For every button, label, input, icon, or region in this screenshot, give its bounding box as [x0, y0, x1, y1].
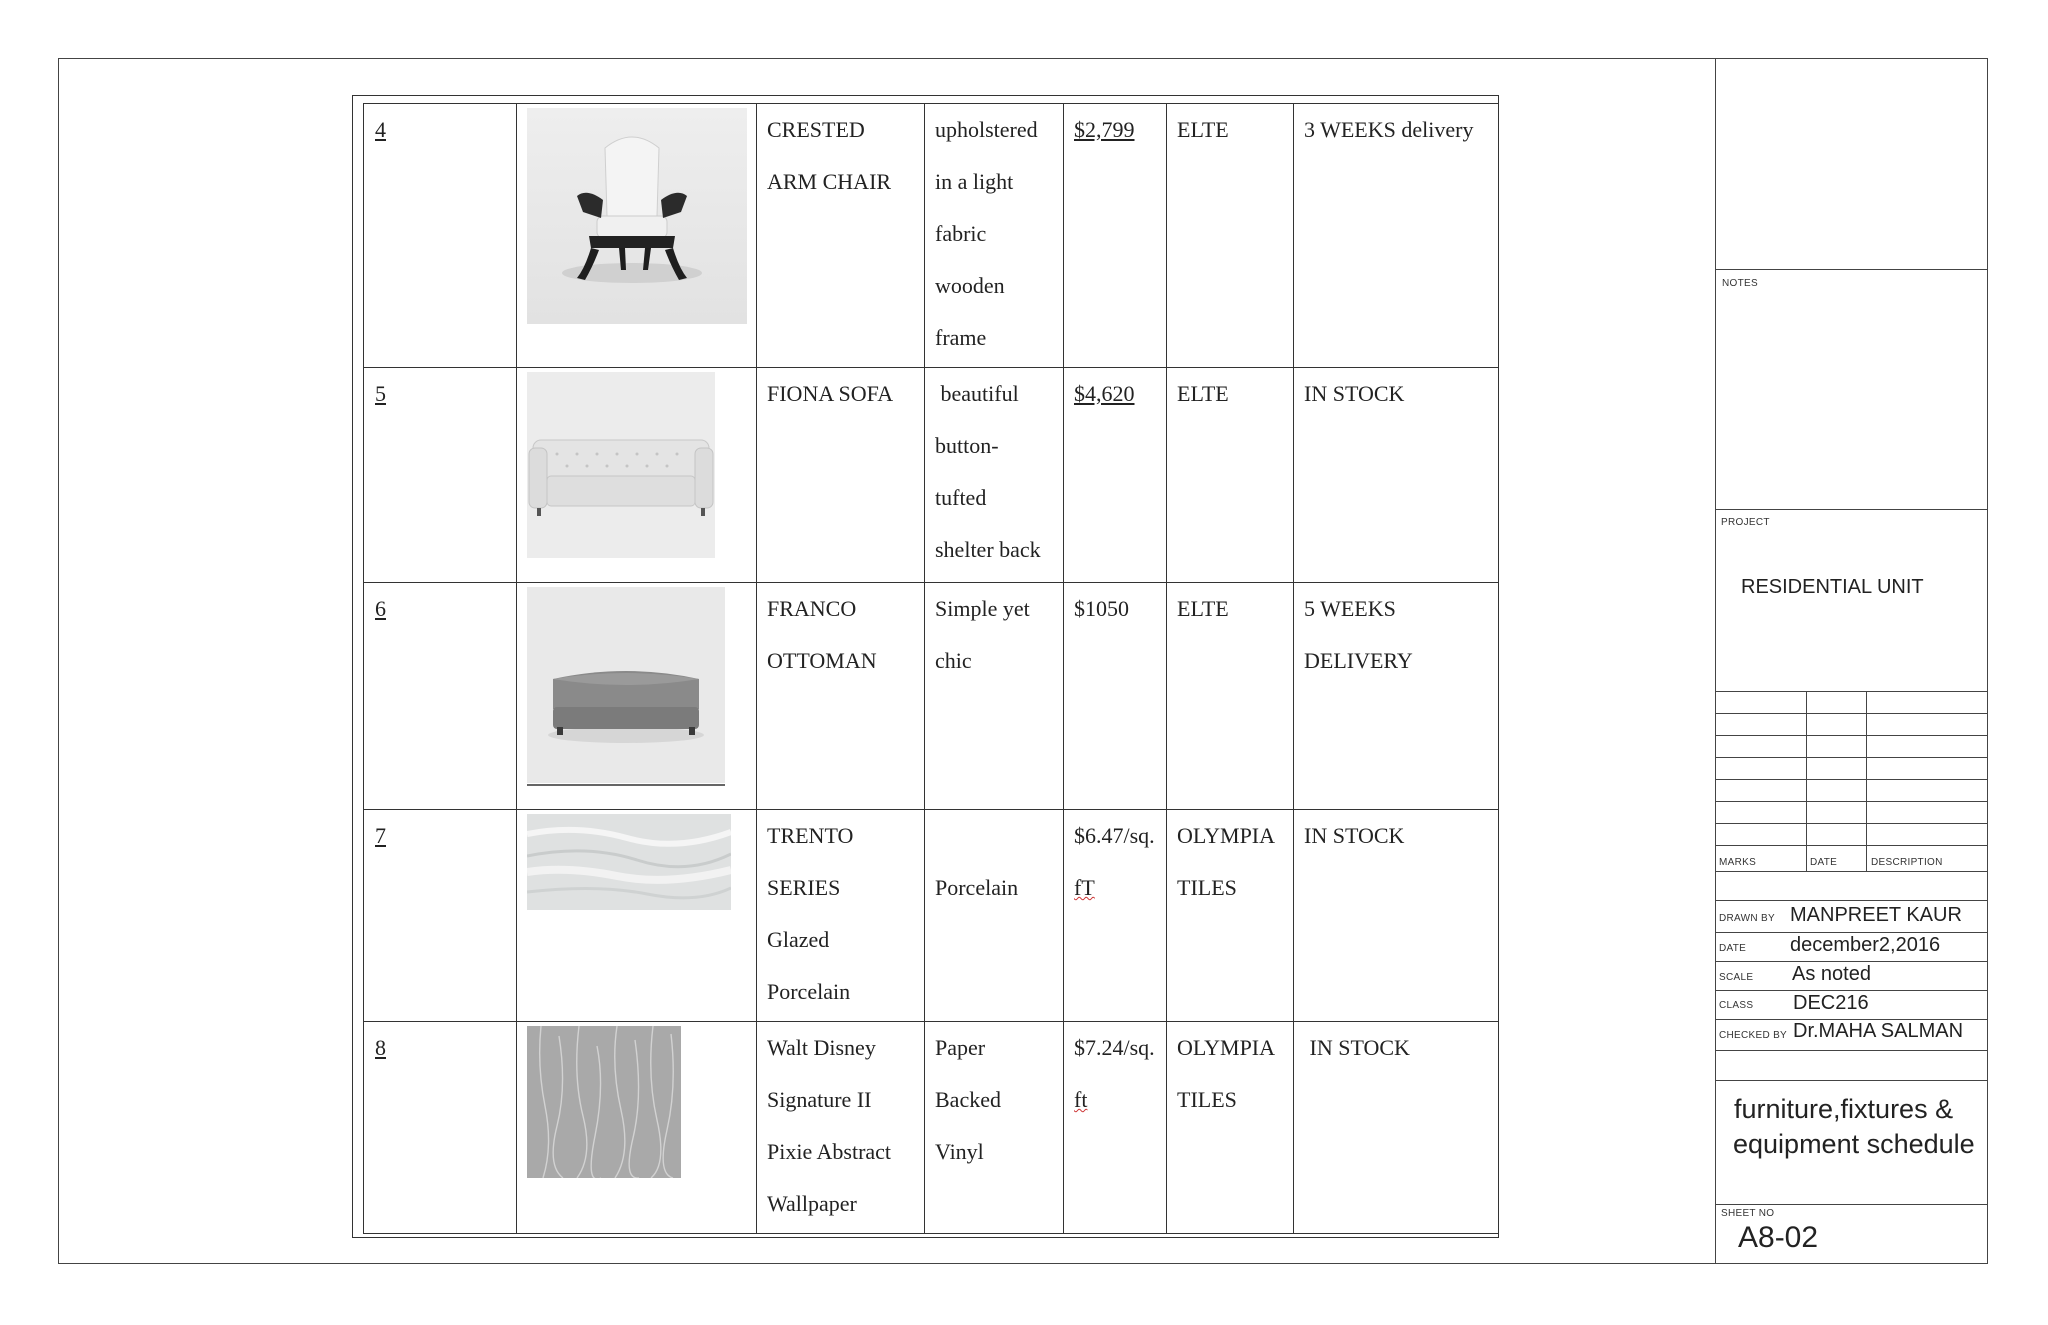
table-row	[364, 583, 1499, 810]
marks-label: MARKS	[1719, 857, 1757, 868]
sheet-no-label: SHEET NO	[1721, 1208, 1775, 1219]
table-row	[364, 1022, 1499, 1234]
scale-label: SCALE	[1719, 972, 1754, 983]
item-price: $7.24/sq. ft	[1064, 1022, 1167, 1234]
ffe-schedule-table	[363, 103, 1499, 1234]
item-image-cell	[517, 810, 757, 1022]
item-price: $4,620	[1064, 368, 1167, 583]
item-price: $2,799	[1064, 104, 1167, 368]
item-description: Porcelain	[925, 810, 1064, 1022]
item-description: upholstered in a light fabric wooden frame	[925, 104, 1064, 368]
item-name: TRENTO SERIES Glazed Porcelain	[757, 810, 925, 1022]
item-availability: 3 WEEKS delivery	[1294, 104, 1499, 368]
title-block	[1715, 58, 1988, 1264]
sheet-title-line1: furniture,fixtures &	[1734, 1094, 1954, 1124]
item-price: $1050	[1064, 583, 1167, 810]
item-image-cell	[517, 104, 757, 368]
class-value: DEC216	[1793, 992, 1869, 1014]
date-label: DATE	[1719, 943, 1747, 954]
item-image-cell	[517, 1022, 757, 1234]
checked-by-label: CHECKED BY	[1719, 1030, 1788, 1041]
date-column-label: DATE	[1810, 857, 1838, 868]
item-supplier: ELTE	[1167, 368, 1294, 583]
item-supplier: ELTE	[1167, 583, 1294, 810]
item-price: $6.47/sq. fT	[1064, 810, 1167, 1022]
item-description: Simple yet chic	[925, 583, 1064, 810]
item-availability: 5 WEEKS DELIVERY	[1294, 583, 1499, 810]
marble-tile-photo	[527, 814, 731, 910]
item-name: FIONA SOFA	[757, 368, 925, 583]
date-value: december2,2016	[1790, 934, 1941, 956]
class-label: CLASS	[1719, 1000, 1754, 1011]
item-availability: IN STOCK	[1294, 368, 1499, 583]
item-name: FRANCO OTTOMAN	[757, 583, 925, 810]
wallpaper-photo	[527, 1026, 681, 1178]
item-name: Walt Disney Signature II Pixie Abstract Wallpaper	[757, 1022, 925, 1234]
item-supplier: OLYMPIA TILES	[1167, 810, 1294, 1022]
item-number: 8	[364, 1022, 517, 1234]
item-description: Paper Backed Vinyl	[925, 1022, 1064, 1234]
table-row	[364, 810, 1499, 1022]
table-row	[364, 368, 1499, 583]
sofa-photo	[527, 372, 715, 558]
scale-value: As noted	[1792, 963, 1871, 985]
project-value: RESIDENTIAL UNIT	[1741, 576, 1924, 598]
item-number: 7	[364, 810, 517, 1022]
drawn-by-value: MANPREET KAUR	[1790, 904, 1962, 926]
item-number: 4	[364, 104, 517, 368]
item-image-cell	[517, 583, 757, 810]
notes-label: NOTES	[1722, 278, 1758, 289]
item-image-cell	[517, 368, 757, 583]
sheet-no-value: A8-02	[1738, 1221, 1819, 1254]
item-name: CRESTED ARM CHAIR	[757, 104, 925, 368]
item-number: 6	[364, 583, 517, 810]
table-row	[364, 104, 1499, 368]
item-number: 5	[364, 368, 517, 583]
item-availability: IN STOCK	[1294, 1022, 1499, 1234]
checked-by-value: Dr.MAHA SALMAN	[1793, 1020, 1964, 1042]
ottoman-photo	[527, 587, 725, 787]
sheet-title-line2: equipment schedule	[1733, 1129, 1975, 1159]
item-supplier: OLYMPIA TILES	[1167, 1022, 1294, 1234]
description-label: DESCRIPTION	[1871, 857, 1943, 868]
item-supplier: ELTE	[1167, 104, 1294, 368]
arm-chair-photo	[527, 108, 747, 324]
item-availability: IN STOCK	[1294, 810, 1499, 1022]
item-description: beautiful button- tufted shelter back	[925, 368, 1064, 583]
project-label: PROJECT	[1721, 517, 1770, 528]
drawn-by-label: DRAWN BY	[1719, 913, 1775, 924]
